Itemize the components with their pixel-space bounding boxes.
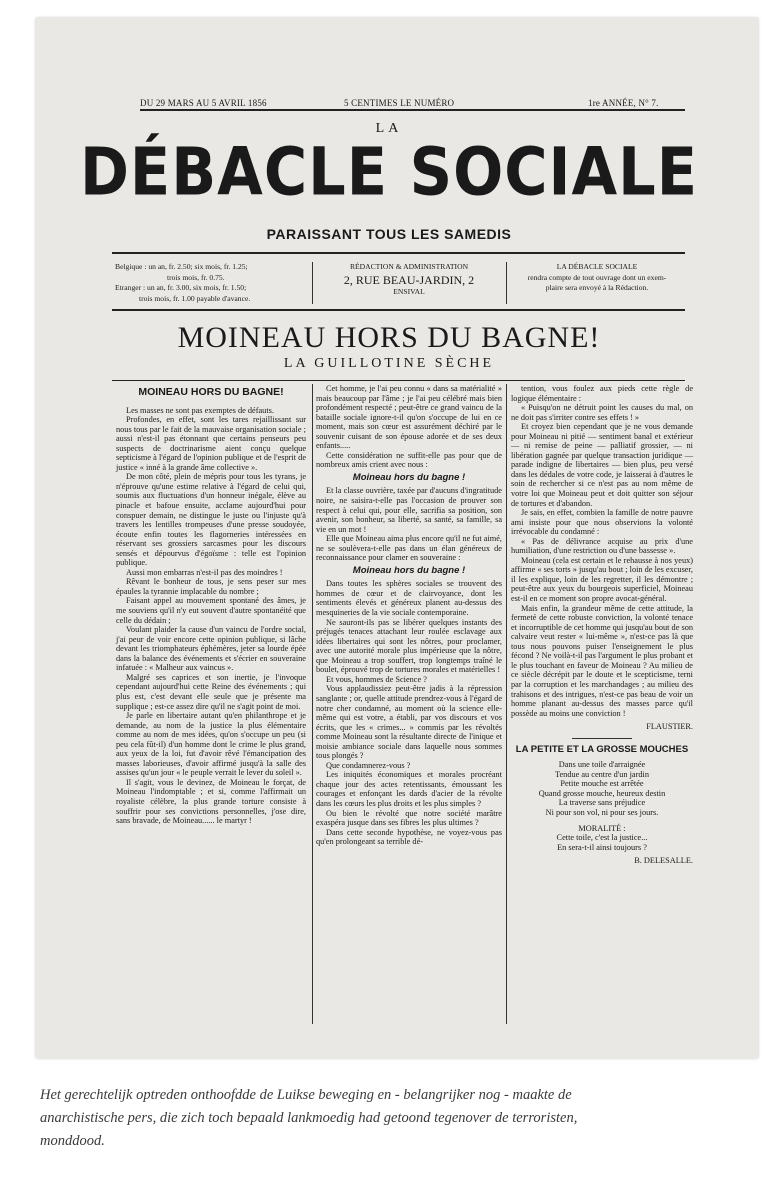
column-divider — [506, 384, 507, 1024]
moral-label: MORALITÉ : — [578, 823, 626, 833]
column-2 — [316, 384, 502, 847]
poem-line: Dans une toile d'arraignée — [558, 760, 646, 770]
column-3 — [511, 384, 693, 866]
masthead-article: LA — [375, 121, 403, 136]
info-rule — [112, 309, 685, 311]
price: 5 CENTIMES LE NUMÉRO — [344, 98, 455, 108]
top-rule — [140, 109, 685, 111]
paragraph: tention, vous foulez aux pieds cette règle de logique élémentaire : — [511, 384, 693, 403]
poem-signature: B. DELESALLE. — [634, 856, 693, 866]
poem-line: Petite mouche est arrêtée — [560, 779, 644, 789]
paragraph: « Puisqu'on ne détruit point les causes du mal, on ne doit pas s'irriter contre ses effets ! » — [511, 403, 693, 422]
paragraph: Moineau (cela est certain et le rehausse à nos yeux) affirme « ses torts » jusqu'au bout ; loin de les excuser, il les explique, loin de les regretter, il les démontre ; peut-être aux yeux du bourgeois superficiel, Moineau est-il en ce moment son propre avocat-général. — [511, 555, 693, 604]
column-1 — [116, 384, 306, 826]
interheading: Moineau hors du bagne ! — [352, 564, 466, 576]
paragraph: Et vous, hommes de Science ? — [326, 674, 427, 684]
column-divider — [312, 384, 313, 1024]
paragraph: « Pas de délivrance acquise au prix d'une humiliation, d'une restriction ou d'une bassesse ». — [511, 536, 693, 556]
poem-line: Quand grosse mouche, heureux destin — [538, 788, 666, 798]
moral-line: Cette toile, c'est la justice... — [556, 833, 648, 843]
moral-line: En sera-t-il ainsi toujours ? — [557, 842, 647, 852]
paragraph: Et la classe ouvrière, taxée par d'aucuns d'ingratitude noire, ne saisira-t-elle pas l'occasion de prouver son respect à celui qui, pour elle, sacrifia sa position, son avenir, son bonheur, sa liberté, sa santé, sa famille, sa vie en un mot ! — [316, 486, 502, 534]
masthead-subtitle: PARAISSANT TOUS LES SAMEDIS — [266, 226, 512, 242]
poem-line: Tendue au centre d'un jardin — [555, 769, 649, 779]
column-title: MOINEAU HORS DU BAGNE! — [138, 386, 284, 398]
column-top-rule — [112, 380, 685, 381]
paragraph: Profondes, en effet, sont les tares rejaillissant sur nous tous par le fait de la mauvaise organisation sociale ; aussi n'est-il pas étonnant que certains penseurs peu suspects de doctrinarisme aient conçu quelque septicisme à l'égard de l'opinion publique et de l'esprit de justice « inné à la grande âme collective ». — [116, 415, 306, 472]
subscription-info: Belgique : un an, fr. 2.50; six mois, fr. 1.25; trois mois, fr. 0.75. Etranger : un an, fr. 3.00, six mois, fr. 1.50; trois mois, fr. 1.00 payable d'avance. — [115, 262, 251, 303]
paragraph: Elle que Moineau aima plus encore qu'il ne fut aimé, ne se soulèvera-t-elle pas dans un élan généreux de reconnaissance pour clamer en souveraine : — [316, 534, 502, 563]
review-notice: LA DÉBACLE SOCIALE rendra compte de tout ouvrage dont un exem- plaire sera envoyé à la Rédaction. — [527, 262, 667, 292]
paragraph: Les masses ne sont pas exemptes de défauts. — [126, 405, 274, 415]
paragraph: Dans cette seconde hypothèse, ne voyez-vous pas qu'en prolongeant sa terrible dé- — [316, 827, 502, 847]
paragraph: Voulant plaider la cause d'un vaincu de l'ordre social, j'ai peur de voir encore cette opinion publique, si lâche devant les triomphateurs éphémères, jeter sa lourde épée dans la balance des événements et s'écrier en souveraine infatuée : « Malheur aux vaincus ». — [116, 625, 306, 673]
interheading: Moineau hors du bagne ! — [352, 471, 466, 483]
paragraph: Rêvant le bonheur de tous, je sens peser sur mes épaules la tyrannie implacable du nombre ; — [116, 577, 306, 596]
photo-caption: Het gerechtelijk optreden onthoofdde de Luikse beweging en - belangrijker nog - maakte de anarchistische pers, die zich toch bepaald lankmoedig had getoond tegenover de terroristen, monddood. — [40, 1087, 578, 1149]
paragraph: Les iniquités économiques et morales procréant chaque jour des actes retentissants, émoussant les courages et enfonçant les dards d'acier de la révolte dans les cœurs les plus droits et les plus simples ? — [316, 770, 502, 808]
masthead-title: DÉBACLE SOCIALE — [79, 132, 699, 211]
poem-title: LA PETITE ET LA GROSSE MOUCHES — [515, 743, 689, 755]
paragraph: Aussi mon embarras n'est-il pas des moindres ! — [126, 567, 283, 577]
paragraph: Malgré ses caprices et son inertie, je l'invoque cependant aujourd'hui cette Reine des événements ; qui plus est, c'est devant elle seule que je présente ma supplique ; est-ce assez dire qu'il ne s'agit point de moi. — [116, 672, 306, 711]
paragraph: Ou bien le révolté que notre société marâtre exaspéra jusque dans ses fibres les plus ultimes ? — [316, 808, 502, 828]
info-divider — [506, 262, 507, 304]
paragraph: Ne sauront-ils pas se libérer quelques instants des préjugés tenaces attachant leur roulée esclavage aux idées libertaires qui sont les nôtres, pour proclamer, avec une autorité morale plus impérieuse que la nôtre, que Moineau a trop souffert, trop longtemps traîné le boulet, éprouvé trop de tortures morales et matérielles ! — [316, 617, 502, 675]
signature: FLAUSTIER. — [646, 722, 693, 732]
paragraph: Et croyez bien cependant que je ne vous demande pour Moineau ni pitié — sentiment banal et extérieur — ni remise de peine — palliatif grossier, — ni libération gagnée par quelque transaction juridique — parade indigne de libertaires — bien plus, peu versé dans les dédales de votre code, je laisserai à d'autres le soin de rechercher si ce n'est pas au nom même de votre loi que Moineau peut et doit quitter son séjour de tortures et d'abandon. — [511, 422, 693, 508]
poem-line: La traverse sans préjudice — [558, 798, 646, 808]
headline: MOINEAU HORS DU BAGNE! — [177, 321, 601, 354]
paragraph: Faisant appel au mouvement spontané des âmes, je me souviens qu'il n'y eut souvent d'autre spontanéité que celle du dédain ; — [116, 596, 306, 625]
subheadline: LA GUILLOTINE SÈCHE — [283, 356, 495, 371]
paragraph: Cette considération ne suffit-elle pas pour que de nombreux amis crient avec nous : — [316, 450, 502, 470]
separator — [572, 738, 632, 739]
masthead-rule — [112, 252, 685, 254]
poem-line: Ni pour son vol, ni pour ses jours. — [545, 807, 659, 817]
administration-info: RÉDACTION & ADMINISTRATION 2, RUE BEAU-JARDIN, 2 ENSIVAL — [343, 262, 475, 296]
paragraph: Je sais, en effet, combien la famille de notre pauvre ami insiste pour que nous observions la volonté irrévocable du condamné : — [511, 508, 693, 537]
date-range: DU 29 MARS AU 5 AVRIL 1856 — [140, 98, 267, 108]
paragraph: Vous applaudissiez peut-être jadis à la répression sanglante ; or, quelle attitude prendrez-vous à l'égard de notre cher condamné, au moment où la science elle-même qui est votre, a établi, par vos discours et vos écrits, que les « crimes... » commis par les révoltés comme Moineau sont la résultante directe de l'inique et moisie ambiance sociale dans laquelle nous sommes tous plongés ? — [316, 684, 502, 761]
issue-number: 1re ANNÉE, N° 7. — [588, 98, 659, 108]
paragraph: Je parle en libertaire autant qu'en philanthrope et je demande, au nom de la justice la plus élémentaire comme au nom de mes idées, qu'on s'occupe un peu (si peu cela fût-il) d'un homme dont le crime le plus grand, aux yeux de la loi, fut d'avoir rêvé l'émancipation des masses laborieuses, d'avoir affirmé jusqu'à la salle des assises qu'un jour « le peuple verrait le lever du soleil ». — [116, 711, 306, 778]
paragraph: De mon côté, plein de mépris pour tous les tyrans, je n'éprouve qu'une estime relative à l'égard de celui qui, soumis aux fluctuations d'un honneur inégale, élève au pinacle et bafoue ensuite, acclame aujourd'hui pour conspuer demain, ne distingue le juste ou l'injuste qu'à travers les lentilles trompeuses d'une presse soudoyée, écoute enfin toutes les flagorneries intéressées en réservant ses grossiers sarcasmes pour les discours sensés et dépourvus d'égoïsme : telle est l'opinion publique. — [116, 472, 306, 568]
paragraph: Que condamnerez-vous ? — [326, 760, 411, 770]
paragraph: Mais enfin, la grandeur même de cette attitude, la fermeté de cette robuste conviction, la volonté tenace et incorruptible de cet homme qui jusqu'au bout de son calvaire veut rester « lui-même », n'est-ce pas là que tous nous pouvons puiser l'enseignement le plus fécond ? Ne voilà-t-il pas l'argument le plus probant et le plus touchant en faveur de Moineau ? Au milieu de ce siècle décrépit par le doute et le scepticisme, terni par la corruption et les marchandages ; au milieu des trahisons et des intrigues, n'est-ce pas beau de voir un homme planant au-dessus des masses parce qu'il possède au moins une conviction ! — [511, 603, 693, 718]
paragraph: Dans toutes les sphères sociales se trouvent des hommes de cœur et de clairvoyance, dont les sentiments élevés et généreux planent au-dessus des mesquineries de la vie sociale contemporaine. — [316, 579, 502, 618]
paragraph: Il s'agit, vous le devinez, de Moineau le forçat, de Moineau l'indomptable ; et si, comme l'affirmait un royaliste célèbre, la plus grande torture consiste à souffrir pour ses convictions personnelles, j'ose dire, sans bravade, de Moineau...... le martyr ! — [116, 777, 306, 826]
paragraph: Cet homme, je l'ai peu connu « dans sa matérialité » mais beaucoup par l'âme ; je l'ai peu célébré mais bien profondément respecté ; peut-être ce grand vaincu de la bataille sociale ignore-t-il qu'on s'occupe de lui en ce moment, mais son cœur est assurément déchiré par le souvenir cuisant de son épouse adorée et de ses deux enfants..... — [316, 384, 502, 451]
